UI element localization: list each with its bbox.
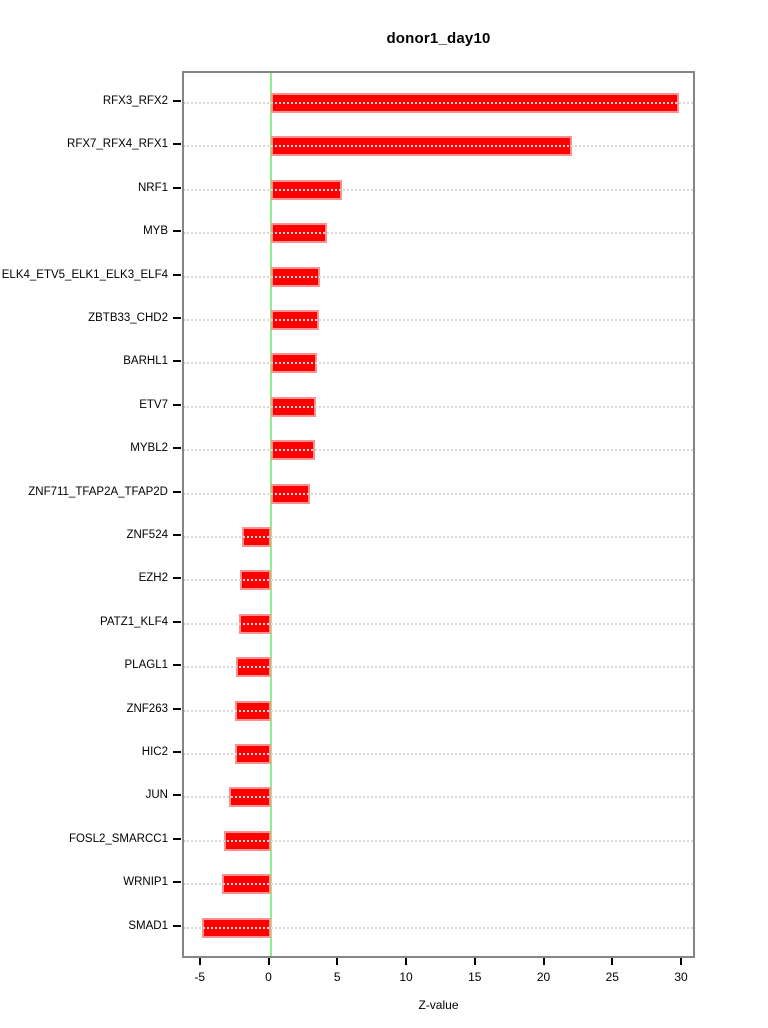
y-axis-label: EZH2 <box>138 572 168 585</box>
y-tick <box>173 230 181 232</box>
y-axis-label: JUN <box>145 789 168 802</box>
gridline <box>184 319 693 321</box>
x-tick <box>199 958 201 965</box>
gridline <box>184 623 693 625</box>
y-tick <box>173 577 181 579</box>
y-axis-label: NRF1 <box>137 181 168 194</box>
gridline <box>184 710 693 712</box>
y-tick <box>173 404 181 406</box>
x-tick-label: 25 <box>605 970 619 984</box>
x-tick-label: 10 <box>399 970 413 984</box>
y-axis-label: MYBL2 <box>130 442 168 455</box>
x-tick-label: 5 <box>333 970 341 984</box>
x-tick-label: 0 <box>265 970 272 984</box>
x-tick-label: -5 <box>194 970 206 984</box>
gridline <box>184 579 693 581</box>
gridline <box>184 276 693 278</box>
gridline <box>184 232 693 234</box>
y-axis-label: MYB <box>143 225 168 238</box>
y-tick <box>173 708 181 710</box>
y-axis-label: ZNF711_TFAP2A_TFAP2D <box>28 485 168 498</box>
zero-reference-line <box>270 73 272 956</box>
y-tick <box>173 187 181 189</box>
chart-title: donor1_day10 <box>386 30 491 47</box>
plot-area <box>182 71 695 958</box>
y-tick <box>173 881 181 883</box>
x-tick <box>336 958 338 965</box>
gridline <box>184 145 693 147</box>
y-tick <box>173 621 181 623</box>
y-tick <box>173 794 181 796</box>
x-tick <box>474 958 476 965</box>
y-axis-label: ZNF524 <box>126 529 168 541</box>
y-tick <box>173 100 181 102</box>
y-axis-label: ZNF263 <box>126 702 168 715</box>
gridline <box>184 796 693 798</box>
y-tick <box>173 534 181 536</box>
y-axis-label: SMAD1 <box>128 919 168 932</box>
y-axis-label: PATZ1_KLF4 <box>100 615 168 628</box>
gridline <box>184 666 693 668</box>
gridline <box>184 883 693 885</box>
y-axis-label: ZBTB33_CHD2 <box>88 312 168 324</box>
y-axis-label: HIC2 <box>141 746 168 758</box>
x-tick <box>680 958 682 965</box>
x-tick-label: 20 <box>536 970 551 984</box>
y-axis-label: RFX7_RFX4_RFX1 <box>67 138 168 151</box>
gridline <box>184 189 693 191</box>
y-tick <box>173 360 181 362</box>
y-tick <box>173 751 181 753</box>
y-tick <box>173 143 181 145</box>
y-tick <box>173 925 181 927</box>
gridline <box>184 493 693 495</box>
y-tick <box>173 274 181 276</box>
y-axis-label: ETV7 <box>139 398 168 411</box>
x-tick-label: 30 <box>674 970 688 984</box>
gridline <box>184 102 693 104</box>
gridline <box>184 449 693 451</box>
x-tick <box>405 958 407 965</box>
x-tick <box>611 958 613 965</box>
y-axis-label: FOSL2_SMARCC1 <box>68 832 168 845</box>
gridline <box>184 406 693 408</box>
x-tick-label: 15 <box>468 970 482 984</box>
gridline <box>184 362 693 364</box>
y-axis-label: RFX3_RFX2 <box>102 95 168 107</box>
y-tick <box>173 447 181 449</box>
gridline <box>184 536 693 538</box>
gridline <box>184 840 693 842</box>
gridline <box>184 753 693 755</box>
y-axis-label: WRNIP1 <box>123 876 168 889</box>
y-tick <box>173 838 181 840</box>
y-tick <box>173 317 181 319</box>
y-tick <box>173 491 181 493</box>
gridline <box>184 927 693 929</box>
y-tick <box>173 664 181 666</box>
y-axis-label: ELK4_ETV5_ELK1_ELK3_ELF4 <box>1 268 168 281</box>
x-tick <box>543 958 545 965</box>
y-axis-label: BARHL1 <box>123 355 168 368</box>
y-axis-label: PLAGL1 <box>124 659 168 672</box>
x-tick <box>268 958 270 965</box>
x-axis-title: Z-value <box>418 998 459 1012</box>
